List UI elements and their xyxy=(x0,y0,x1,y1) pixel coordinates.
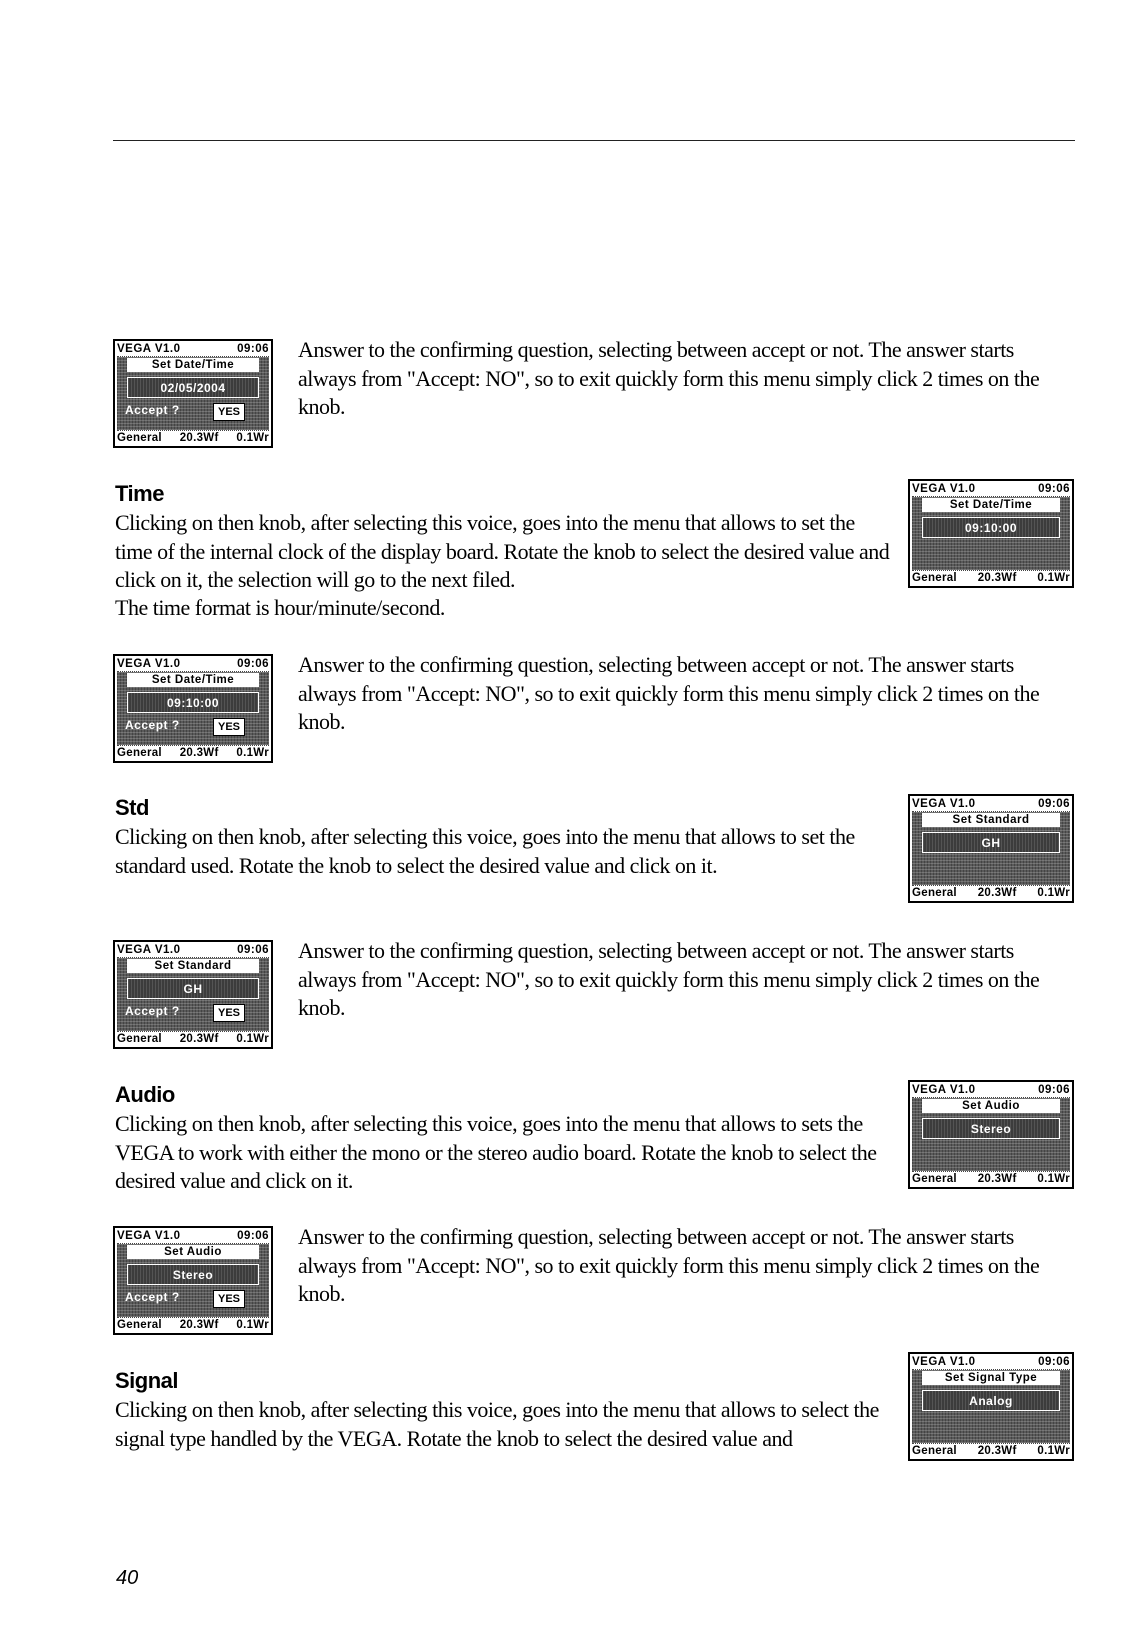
lcd-accept-label: Accept ? xyxy=(125,403,180,417)
lcd-footer-forward: 20.3Wf xyxy=(977,1445,1017,1457)
lcd-menu-title: Set Date/Time xyxy=(922,498,1060,512)
lcd-footer-mode: General xyxy=(912,1445,957,1457)
lcd-footer-mode: General xyxy=(117,1319,162,1331)
lcd-model: VEGA V1.0 xyxy=(912,798,976,810)
confirm-paragraph: Answer to the confirming question, selecting between accept or not. The answer starts always from "Accept: NO", so to exit quickly form this menu simply click 2 times on the knob. xyxy=(298,652,1040,734)
lcd-value: 09:10:00 xyxy=(922,517,1060,538)
lcd-footer-reflected: 0.1Wr xyxy=(236,432,269,444)
lcd-date-confirm xyxy=(113,339,273,448)
lcd-model: VEGA V1.0 xyxy=(912,483,976,495)
lcd-audio-confirm xyxy=(113,1226,273,1335)
lcd-model: VEGA V1.0 xyxy=(117,658,181,670)
lcd-clock: 09:06 xyxy=(1038,483,1070,495)
lcd-footer-reflected: 0.1Wr xyxy=(236,747,269,759)
confirm-paragraph: Answer to the confirming question, selecting between accept or not. The answer starts always from "Accept: NO", so to exit quickly form this menu simply click 2 times on the knob. xyxy=(298,938,1040,1020)
lcd-model: VEGA V1.0 xyxy=(117,944,181,956)
lcd-value: Stereo xyxy=(922,1118,1060,1139)
section-heading-time: Time xyxy=(115,481,164,506)
lcd-model: VEGA V1.0 xyxy=(117,343,181,355)
section-heading-std: Std xyxy=(115,795,149,820)
lcd-value: Analog xyxy=(922,1390,1060,1411)
confirm-paragraph: Answer to the confirming question, selecting between accept or not. The answer starts always from "Accept: NO", so to exit quickly form this menu simply click 2 times on the knob. xyxy=(298,1224,1040,1306)
lcd-value: 02/05/2004 xyxy=(127,377,259,398)
lcd-clock: 09:06 xyxy=(1038,1084,1070,1096)
lcd-clock: 09:06 xyxy=(237,343,269,355)
lcd-audio-set xyxy=(908,1080,1074,1189)
lcd-footer-forward: 20.3Wf xyxy=(179,432,219,444)
lcd-footer-reflected: 0.1Wr xyxy=(236,1319,269,1331)
lcd-footer-forward: 20.3Wf xyxy=(977,572,1017,584)
lcd-yes-option: YES xyxy=(213,403,245,421)
lcd-footer-reflected: 0.1Wr xyxy=(1037,572,1070,584)
lcd-footer-mode: General xyxy=(117,747,162,759)
lcd-accept-label: Accept ? xyxy=(125,718,180,732)
confirm-paragraph: Answer to the confirming question, selecting between accept or not. The answer starts always from "Accept: NO", so to exit quickly form this menu simply click 2 times on the knob. xyxy=(298,337,1040,419)
lcd-time-confirm xyxy=(113,654,273,763)
section-heading-signal: Signal xyxy=(115,1368,179,1393)
section-body-audio: Clicking on then knob, after selecting this voice, goes into the menu that allows to sets the VEGA to work with either the mono or the stereo audio board. Rotate the knob to select the desired value and click on it. xyxy=(115,1111,877,1193)
lcd-clock: 09:06 xyxy=(237,944,269,956)
lcd-footer-forward: 20.3Wf xyxy=(179,1033,219,1045)
lcd-footer-mode: General xyxy=(912,887,957,899)
lcd-footer-mode: General xyxy=(117,1033,162,1045)
lcd-accept-label: Accept ? xyxy=(125,1290,180,1304)
lcd-value: 09:10:00 xyxy=(127,692,259,713)
lcd-footer-reflected: 0.1Wr xyxy=(1037,887,1070,899)
page-number: 40 xyxy=(116,1567,139,1589)
lcd-clock: 09:06 xyxy=(1038,798,1070,810)
lcd-footer-reflected: 0.1Wr xyxy=(1037,1173,1070,1185)
lcd-menu-title: Set Standard xyxy=(127,959,259,973)
lcd-value: Stereo xyxy=(127,1264,259,1285)
lcd-footer-mode: General xyxy=(117,432,162,444)
lcd-clock: 09:06 xyxy=(1038,1356,1070,1368)
lcd-signal-set xyxy=(908,1352,1074,1461)
lcd-std-confirm xyxy=(113,940,273,1049)
lcd-yes-option: YES xyxy=(213,718,245,736)
lcd-footer-forward: 20.3Wf xyxy=(977,887,1017,899)
lcd-footer-reflected: 0.1Wr xyxy=(236,1033,269,1045)
lcd-menu-title: Set Date/Time xyxy=(127,358,259,372)
lcd-menu-title: Set Audio xyxy=(922,1099,1060,1113)
lcd-std-set xyxy=(908,794,1074,903)
lcd-yes-option: YES xyxy=(213,1290,245,1308)
lcd-footer-forward: 20.3Wf xyxy=(179,1319,219,1331)
lcd-footer-mode: General xyxy=(912,572,957,584)
lcd-model: VEGA V1.0 xyxy=(117,1230,181,1242)
lcd-footer-mode: General xyxy=(912,1173,957,1185)
lcd-model: VEGA V1.0 xyxy=(912,1084,976,1096)
lcd-time-set xyxy=(908,479,1074,588)
lcd-clock: 09:06 xyxy=(237,1230,269,1242)
lcd-footer-forward: 20.3Wf xyxy=(977,1173,1017,1185)
lcd-accept-label: Accept ? xyxy=(125,1004,180,1018)
lcd-menu-title: Set Signal Type xyxy=(922,1371,1060,1385)
lcd-menu-title: Set Date/Time xyxy=(127,673,259,687)
section-body-signal: Clicking on then knob, after selecting this voice, goes into the menu that allows to select the signal type handled by the VEGA. Rotate the knob to select the desired value and xyxy=(115,1397,879,1451)
header-rule xyxy=(113,140,1075,141)
lcd-value: GH xyxy=(922,832,1060,853)
lcd-footer-reflected: 0.1Wr xyxy=(1037,1445,1070,1457)
lcd-clock: 09:06 xyxy=(237,658,269,670)
lcd-footer-forward: 20.3Wf xyxy=(179,747,219,759)
lcd-model: VEGA V1.0 xyxy=(912,1356,976,1368)
section-heading-audio: Audio xyxy=(115,1082,175,1107)
section-body-time: Clicking on then knob, after selecting this voice, goes into the menu that allows to set the time of the internal clock of the display board. Rotate the knob to select the desired value and click on it, the selection will go to the next filed. xyxy=(115,510,890,592)
lcd-yes-option: YES xyxy=(213,1004,245,1022)
section-note-time: The time format is hour/minute/second. xyxy=(115,595,445,620)
lcd-menu-title: Set Standard xyxy=(922,813,1060,827)
lcd-menu-title: Set Audio xyxy=(127,1245,259,1259)
section-body-std: Clicking on then knob, after selecting this voice, goes into the menu that allows to set the standard used. Rotate the knob to select the desired value and click on it. xyxy=(115,824,855,878)
lcd-value: GH xyxy=(127,978,259,999)
